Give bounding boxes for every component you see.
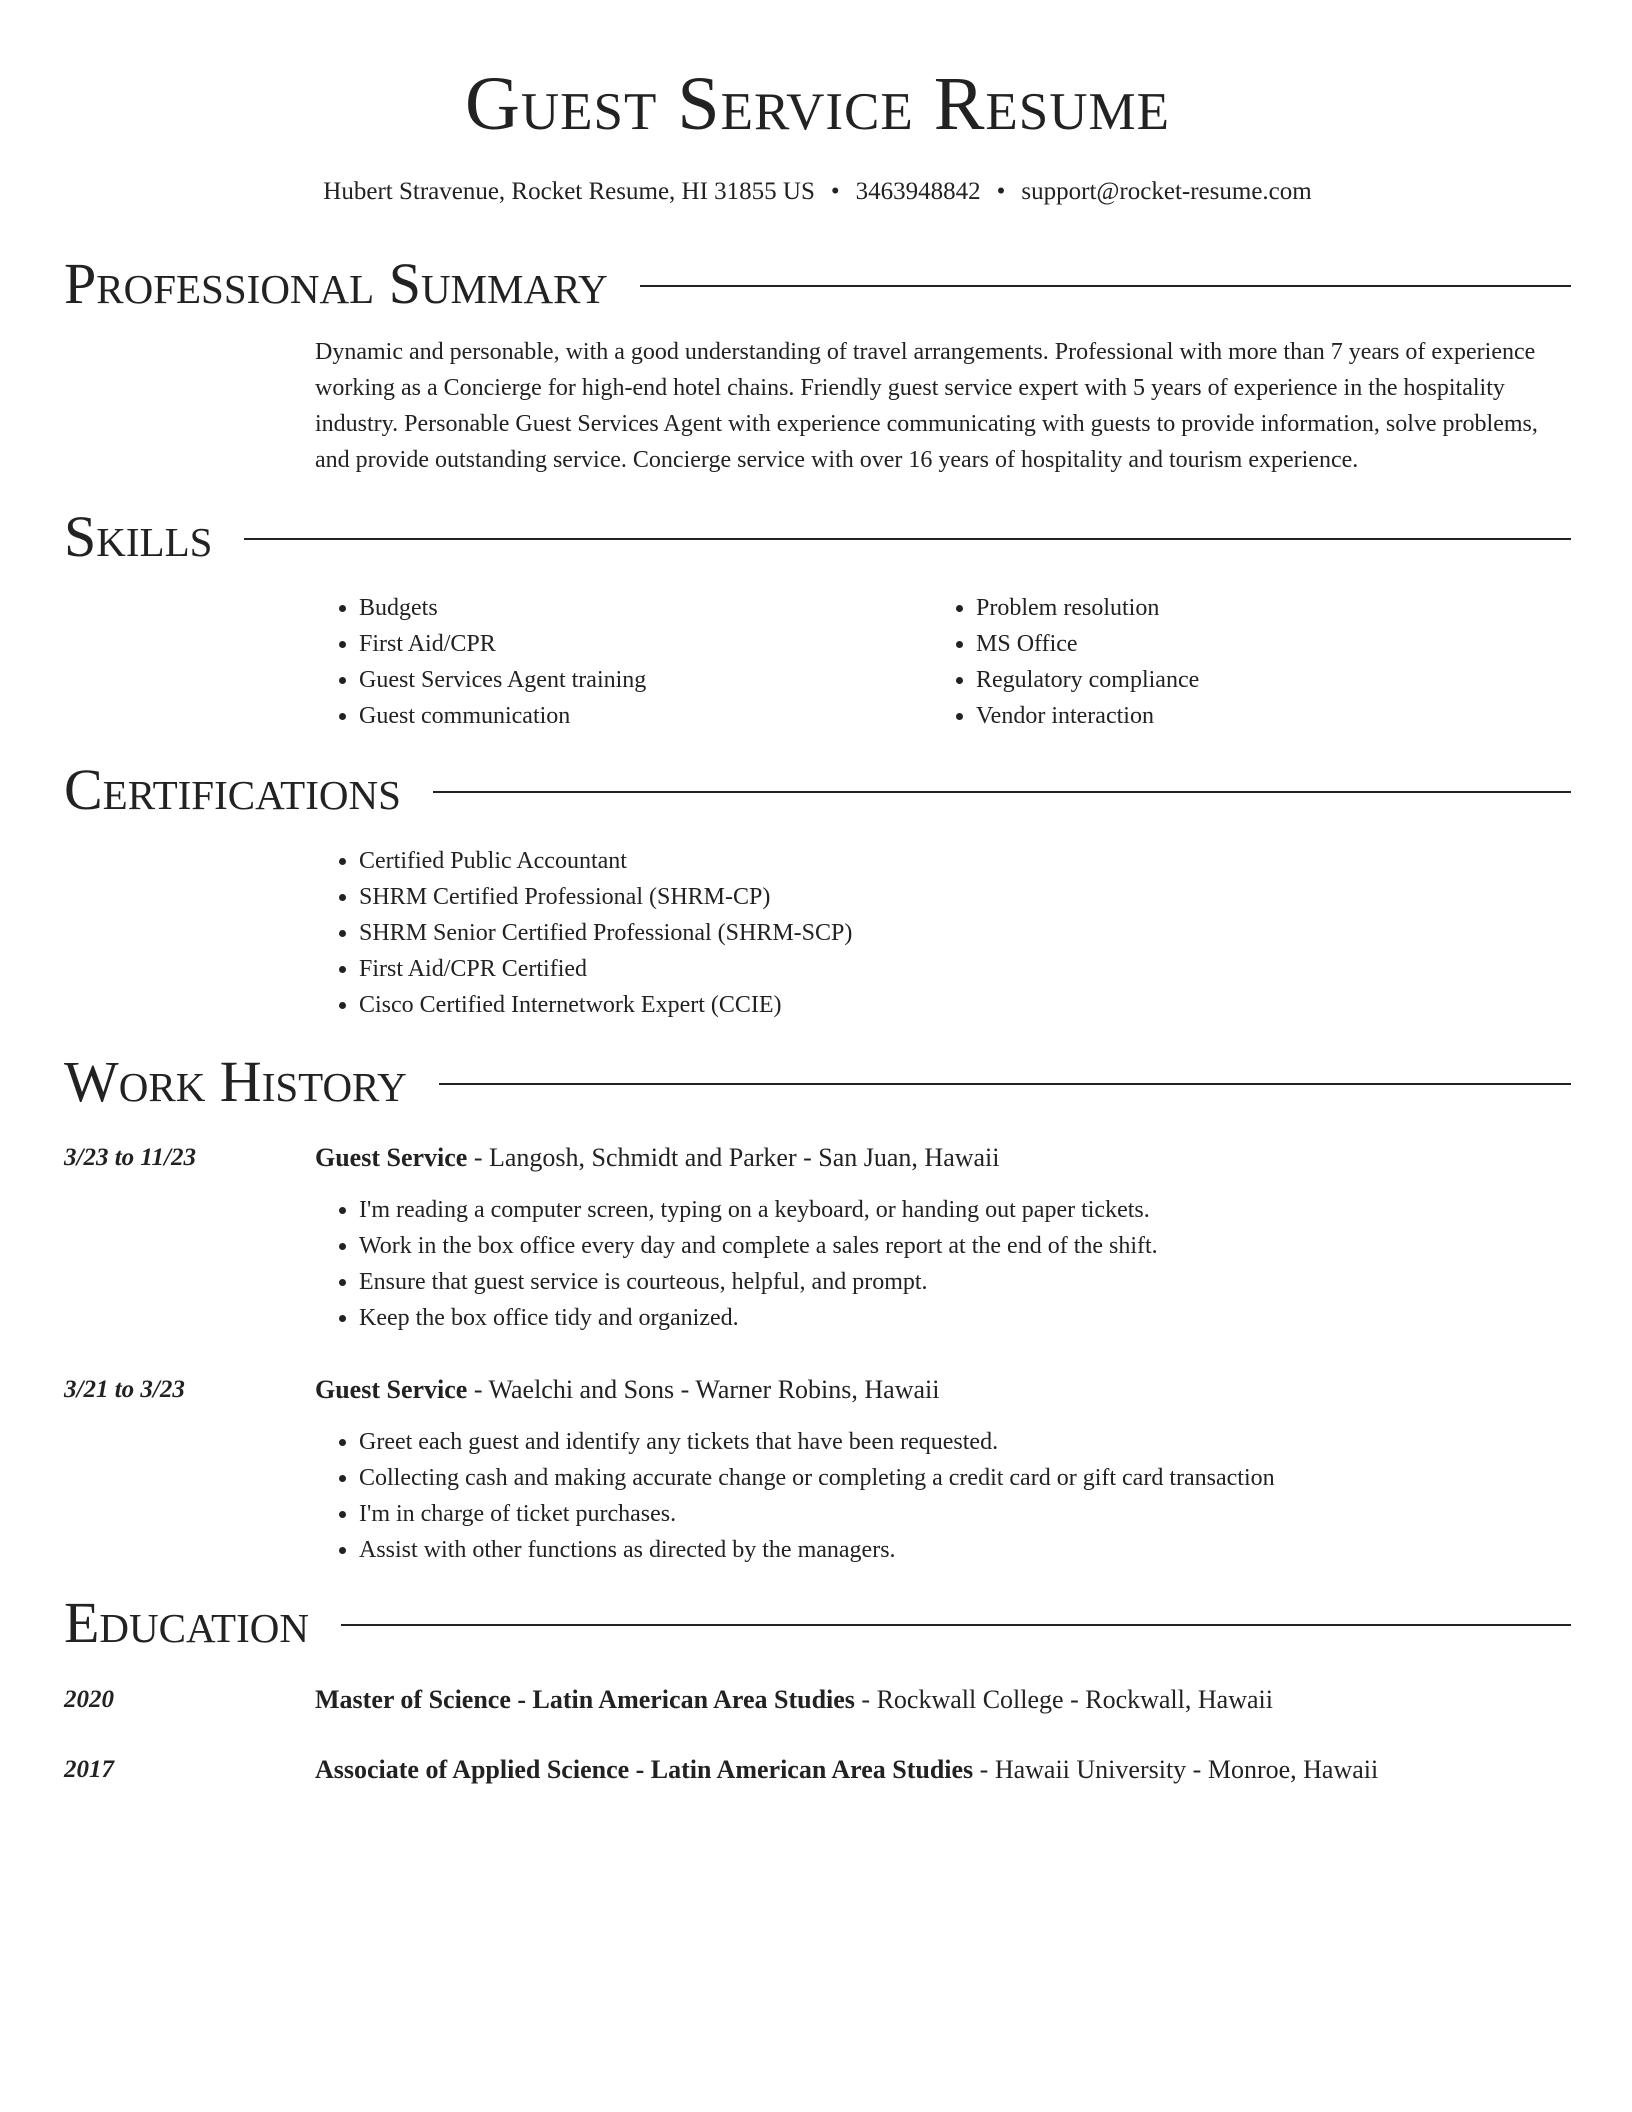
job-duty-item: • Keep the box office tidy and organized. [359, 1300, 1571, 1336]
education-heading: Education [64, 1590, 309, 1655]
summary-heading: Professional Summary [64, 251, 608, 316]
section-divider [341, 1624, 1571, 1626]
certification-item: • SHRM Senior Certified Professional (SHRM-SCP) [359, 915, 1571, 951]
education-section-header [64, 1591, 1571, 1655]
job-details: - Langosh, Schmidt and Parker - San Juan, Hawaii [467, 1143, 1000, 1172]
skills-column-right [932, 590, 1549, 734]
skill-item: • Problem resolution [976, 590, 1549, 626]
contact-email: support@rocket-resume.com [1021, 178, 1312, 205]
job-title: Guest Service [315, 1375, 468, 1404]
job-duty-item: • Greet each guest and identify any tickets that have been requested. [359, 1424, 1571, 1460]
skills-column-left [315, 590, 932, 734]
skill-item: • Vendor interaction [976, 698, 1549, 734]
skill-item: • Regulatory compliance [976, 662, 1549, 698]
job-dates: 3/21 to 3/23 [64, 1376, 185, 1403]
job-duty-item: • I'm in charge of ticket purchases. [359, 1496, 1571, 1532]
job-duties [315, 1192, 1571, 1336]
section-divider [244, 538, 1571, 540]
certification-item: • SHRM Certified Professional (SHRM-CP) [359, 879, 1571, 915]
separator-dot: • [996, 178, 1006, 205]
skill-item: • First Aid/CPR [359, 626, 932, 662]
education-degree: Master of Science - Latin American Area Studies [315, 1685, 855, 1714]
job-title: Guest Service [315, 1143, 468, 1172]
certifications-section-header [64, 758, 1571, 822]
education-year: 2017 [64, 1756, 114, 1783]
job-duty-item: • Work in the box office every day and complete a sales report at the end of the shift. [359, 1228, 1571, 1264]
certification-item: • Certified Public Accountant [359, 843, 1571, 879]
certifications-list [315, 843, 1571, 1023]
skill-item: • MS Office [976, 626, 1549, 662]
summary-text: Dynamic and personable, with a good understanding of travel arrangements. Professional with more than 7 years of experience working as a Concierge for high-end hotel chains. Friendly guest service expert with 5 years of experience in the hospitality industry. Personable Guest Services Agent with experience communicating with guests to provide information, solve problems, and provide outstanding service. Concierge service with over 16 years of hospitality and tourism experience. [315, 339, 1538, 473]
education-details: - Hawaii University - Monroe, Hawaii [973, 1755, 1379, 1784]
section-divider [433, 791, 1571, 793]
certification-item: • Cisco Certified Internetwork Expert (CCIE) [359, 987, 1571, 1023]
summary-section-header [64, 252, 1571, 316]
skills-list [315, 590, 1571, 734]
job-dates: 3/23 to 11/23 [64, 1144, 196, 1171]
resume-title: Guest Service Resume [464, 62, 1171, 146]
work-history-heading: Work History [64, 1049, 407, 1114]
job-duties [315, 1424, 1571, 1568]
education-year: 2020 [64, 1686, 114, 1713]
certification-item: • First Aid/CPR Certified [359, 951, 1571, 987]
job-header [315, 1140, 1571, 1176]
education-details: - Rockwall College - Rockwall, Hawaii [854, 1685, 1273, 1714]
contact-line [64, 176, 1571, 208]
job-duty-item: • Assist with other functions as directed by the managers. [359, 1532, 1571, 1568]
contact-phone: 3463948842 [855, 178, 981, 205]
skills-section-header [64, 505, 1571, 569]
job-duty-item: • Ensure that guest service is courteous, helpful, and prompt. [359, 1264, 1571, 1300]
work-history-section-header [64, 1050, 1571, 1114]
contact-address: Hubert Stravenue, Rocket Resume, HI 31855 US [323, 178, 815, 205]
job-duty-item: • I'm reading a computer screen, typing on a keyboard, or handing out paper tickets. [359, 1192, 1571, 1228]
skill-item: • Guest communication [359, 698, 932, 734]
job-details: - Waelchi and Sons - Warner Robins, Hawaii [467, 1375, 940, 1404]
skills-heading: Skills [64, 504, 213, 569]
section-divider [439, 1083, 1571, 1085]
separator-dot: • [830, 178, 840, 205]
education-entry [315, 1682, 1571, 1718]
job-header [315, 1372, 1571, 1408]
education-entry [315, 1752, 1571, 1788]
certifications-heading: Certifications [64, 757, 401, 822]
skill-item: • Budgets [359, 590, 932, 626]
job-duty-item: • Collecting cash and making accurate change or completing a credit card or gift card transaction [359, 1460, 1571, 1496]
education-degree: Associate of Applied Science - Latin American Area Studies [315, 1755, 974, 1784]
section-divider [640, 285, 1571, 287]
skill-item: • Guest Services Agent training [359, 662, 932, 698]
